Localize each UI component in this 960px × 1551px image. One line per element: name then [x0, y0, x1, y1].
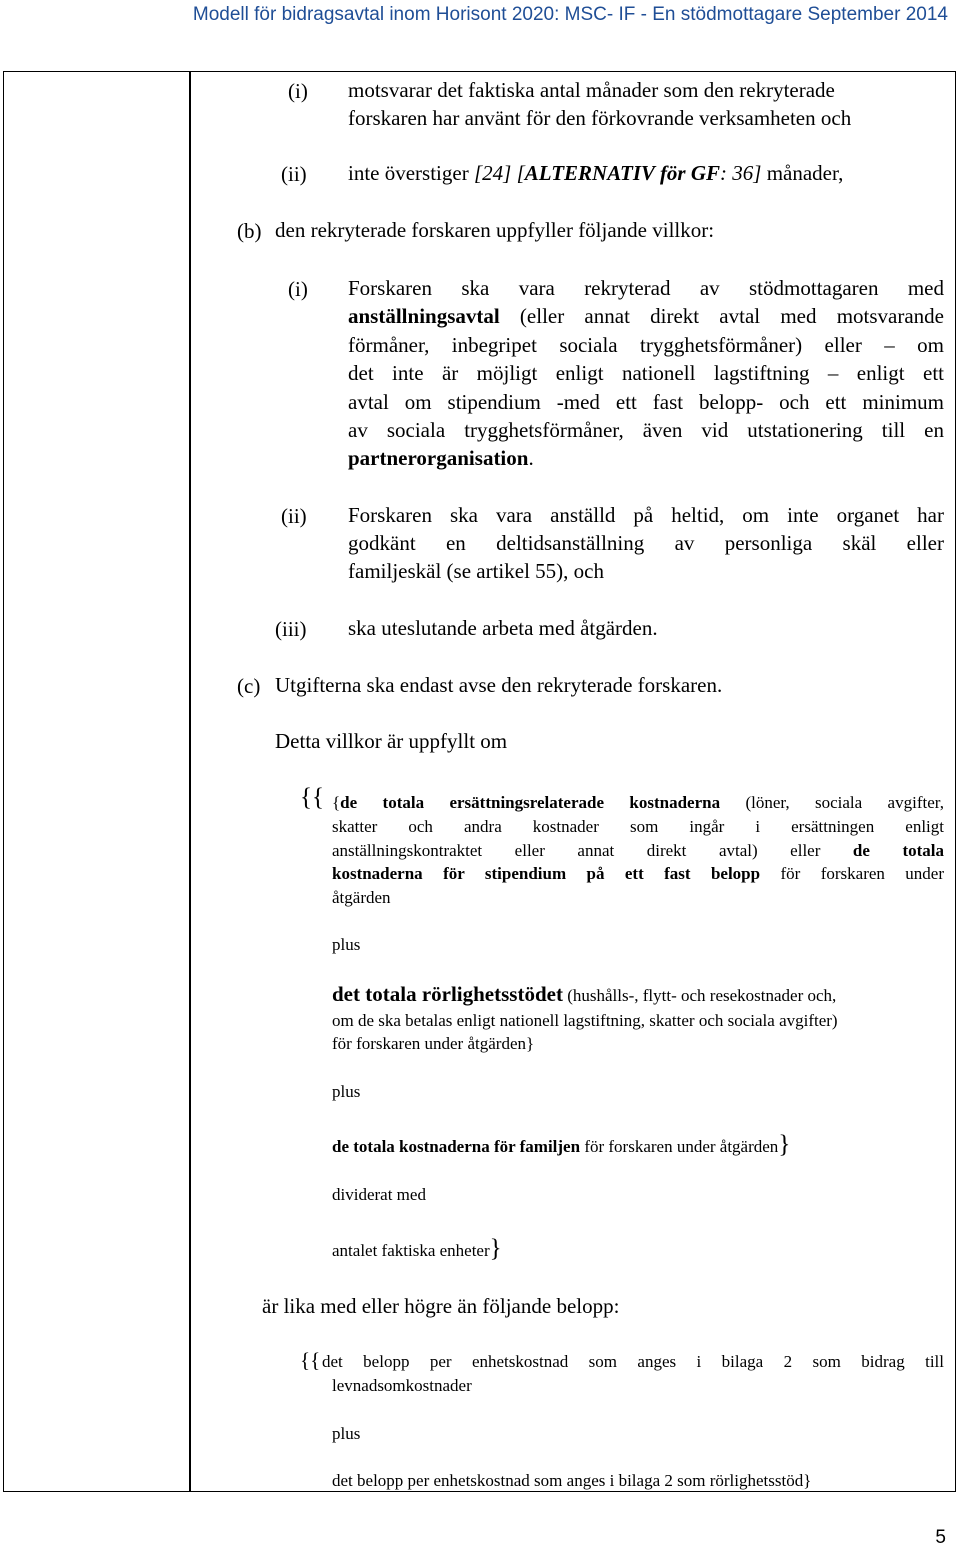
formula1-p1-line3-bold: de totala — [852, 841, 945, 860]
formula1-p3-close-brace: } — [778, 1131, 791, 1158]
item-b-i-label: (i) — [288, 277, 308, 301]
page-number: 5 — [935, 1527, 946, 1548]
compare-text: är lika med eller högre än följande belopp: — [262, 1294, 620, 1318]
item-a-ii-post: månader, — [761, 161, 844, 185]
item-b-i-line4: det inte är möjligt enligt nationell lagstiftning – enligt ett — [348, 361, 944, 385]
item-b-i-line7 — [348, 444, 534, 473]
formula2-line3: det belopp per enhetskostnad som anges i bilaga 2 som rörlighetsstöd} — [332, 1471, 812, 1490]
condition-intro: Detta villkor är uppfyllt om — [275, 729, 508, 753]
formula1-p1-rest: (löner, sociala avgifter, — [720, 793, 944, 812]
formula1-divided: dividerat med — [332, 1185, 426, 1204]
item-b-i-line2 — [348, 302, 944, 331]
item-a-i-line2: forskaren har använt för den förkovrande verksamheten och — [348, 106, 852, 130]
item-b-ii-line2: godkänt en deltidsanställning av personliga skäl eller — [348, 531, 944, 555]
item-b-iii-text: ska uteslutande arbeta med åtgärden. — [348, 616, 658, 640]
item-b-i-line5: avtal om stipendium -med ett fast belopp- och ett minimum — [348, 390, 944, 414]
formula1-p2-rest: (hushålls-, flytt- och resekostnader och, — [562, 986, 837, 1005]
formula2-line2: levnadsomkostnader — [332, 1376, 472, 1395]
item-b-i-bold-contract: anställningsavtal — [348, 304, 500, 328]
item-b-i-line6: av sociala trygghetsförmåner, även vid utstationering till en — [348, 418, 944, 442]
formula1-units — [332, 1237, 502, 1263]
item-a-ii-alt2: : 36] — [720, 161, 762, 185]
formula2-plus: plus — [332, 1424, 361, 1443]
item-a-ii-pre: inte överstiger — [348, 161, 474, 185]
formula1-units-close-brace: } — [489, 1235, 502, 1262]
item-b-i-line3: förmåner, inbegripet sociala trygghetsförmåner) eller – om — [348, 333, 944, 357]
formula1-p2-line1 — [332, 983, 836, 1008]
item-c-label: (c) — [237, 674, 261, 698]
header-title: Modell för bidragsavtal inom Horisont 2020: MSC- IF - En stödmottagare September 2014 — [192, 4, 948, 25]
item-b-i-bold-partner: partnerorganisation — [348, 446, 529, 470]
formula1-p1-line3 — [332, 839, 944, 863]
item-a-ii-alt1: [24] [ — [473, 161, 525, 185]
formula1-open-braces: {{ — [300, 784, 324, 811]
item-b-ii-label: (ii) — [281, 504, 307, 528]
table-column-divider — [189, 71, 191, 1492]
formula1-p1-line4-rest: för forskaren under — [760, 864, 944, 883]
formula1-open-small: { — [332, 793, 341, 812]
item-b-i-line2-rest: (eller annat direkt avtal med motsvarande — [499, 304, 944, 328]
formula1-p1-line1 — [332, 791, 944, 815]
formula1-p3-bold: de totala kostnaderna för familjen — [332, 1137, 581, 1156]
item-a-i-line1: motsvarar det faktiska antal månader som den rekryterade — [348, 78, 835, 102]
formula1-p1-bold: de totala ersättningsrelaterade kostnaderna — [340, 793, 721, 812]
item-a-ii-alt-bold: ALTERNATIV för GF — [524, 161, 721, 185]
formula1-p1-line3-pre: anställningskontraktet eller annat direkt avtal) eller — [332, 841, 853, 860]
item-b-iii-label: (iii) — [275, 617, 307, 641]
item-a-i-label: (i) — [288, 79, 308, 103]
item-a-ii-label: (ii) — [281, 162, 307, 186]
formula2-open-braces: {{ — [300, 1348, 321, 1372]
item-a-ii-text — [348, 159, 843, 188]
item-b-text: den rekryterade forskaren uppfyller följande villkor: — [275, 218, 715, 242]
formula1-p3 — [332, 1133, 790, 1159]
formula1-p2-line3: för forskaren under åtgärden} — [332, 1034, 535, 1053]
formula1-p3-rest: för forskaren under åtgärden — [580, 1137, 779, 1156]
formula1-p1-line4-bold: kostnaderna för stipendium på ett fast belopp — [332, 864, 761, 883]
formula1-plus1: plus — [332, 935, 361, 954]
item-b-ii-line3: familjeskäl (se artikel 55), och — [348, 559, 604, 583]
item-b-label: (b) — [237, 219, 262, 243]
formula1-p1-line4 — [332, 862, 944, 886]
formula1-plus2: plus — [332, 1082, 361, 1101]
item-b-i-line7-rest: . — [528, 446, 534, 470]
formula1-p1-line2: skatter och andra kostnader som ingår i ersättningen enligt — [332, 817, 944, 836]
formula1-units-text: antalet faktiska enheter — [332, 1241, 490, 1260]
formula1-p1-line5: åtgärden — [332, 888, 391, 907]
formula1-p2-bold: det totala rörlighetsstödet — [332, 982, 563, 1006]
formula1-p2-line2: om de ska betalas enligt nationell lagstiftning, skatter och sociala avgifter) — [332, 1011, 838, 1030]
item-c-text: Utgifterna ska endast avse den rekryterade forskaren. — [275, 673, 723, 697]
item-b-i-line1: Forskaren ska vara rekryterad av stödmottagaren med — [348, 276, 944, 300]
formula2-line1: det belopp per enhetskostnad som anges i bilaga 2 som bidrag till — [322, 1352, 944, 1371]
item-b-ii-line1: Forskaren ska vara anställd på heltid, om inte organet har — [348, 503, 944, 527]
